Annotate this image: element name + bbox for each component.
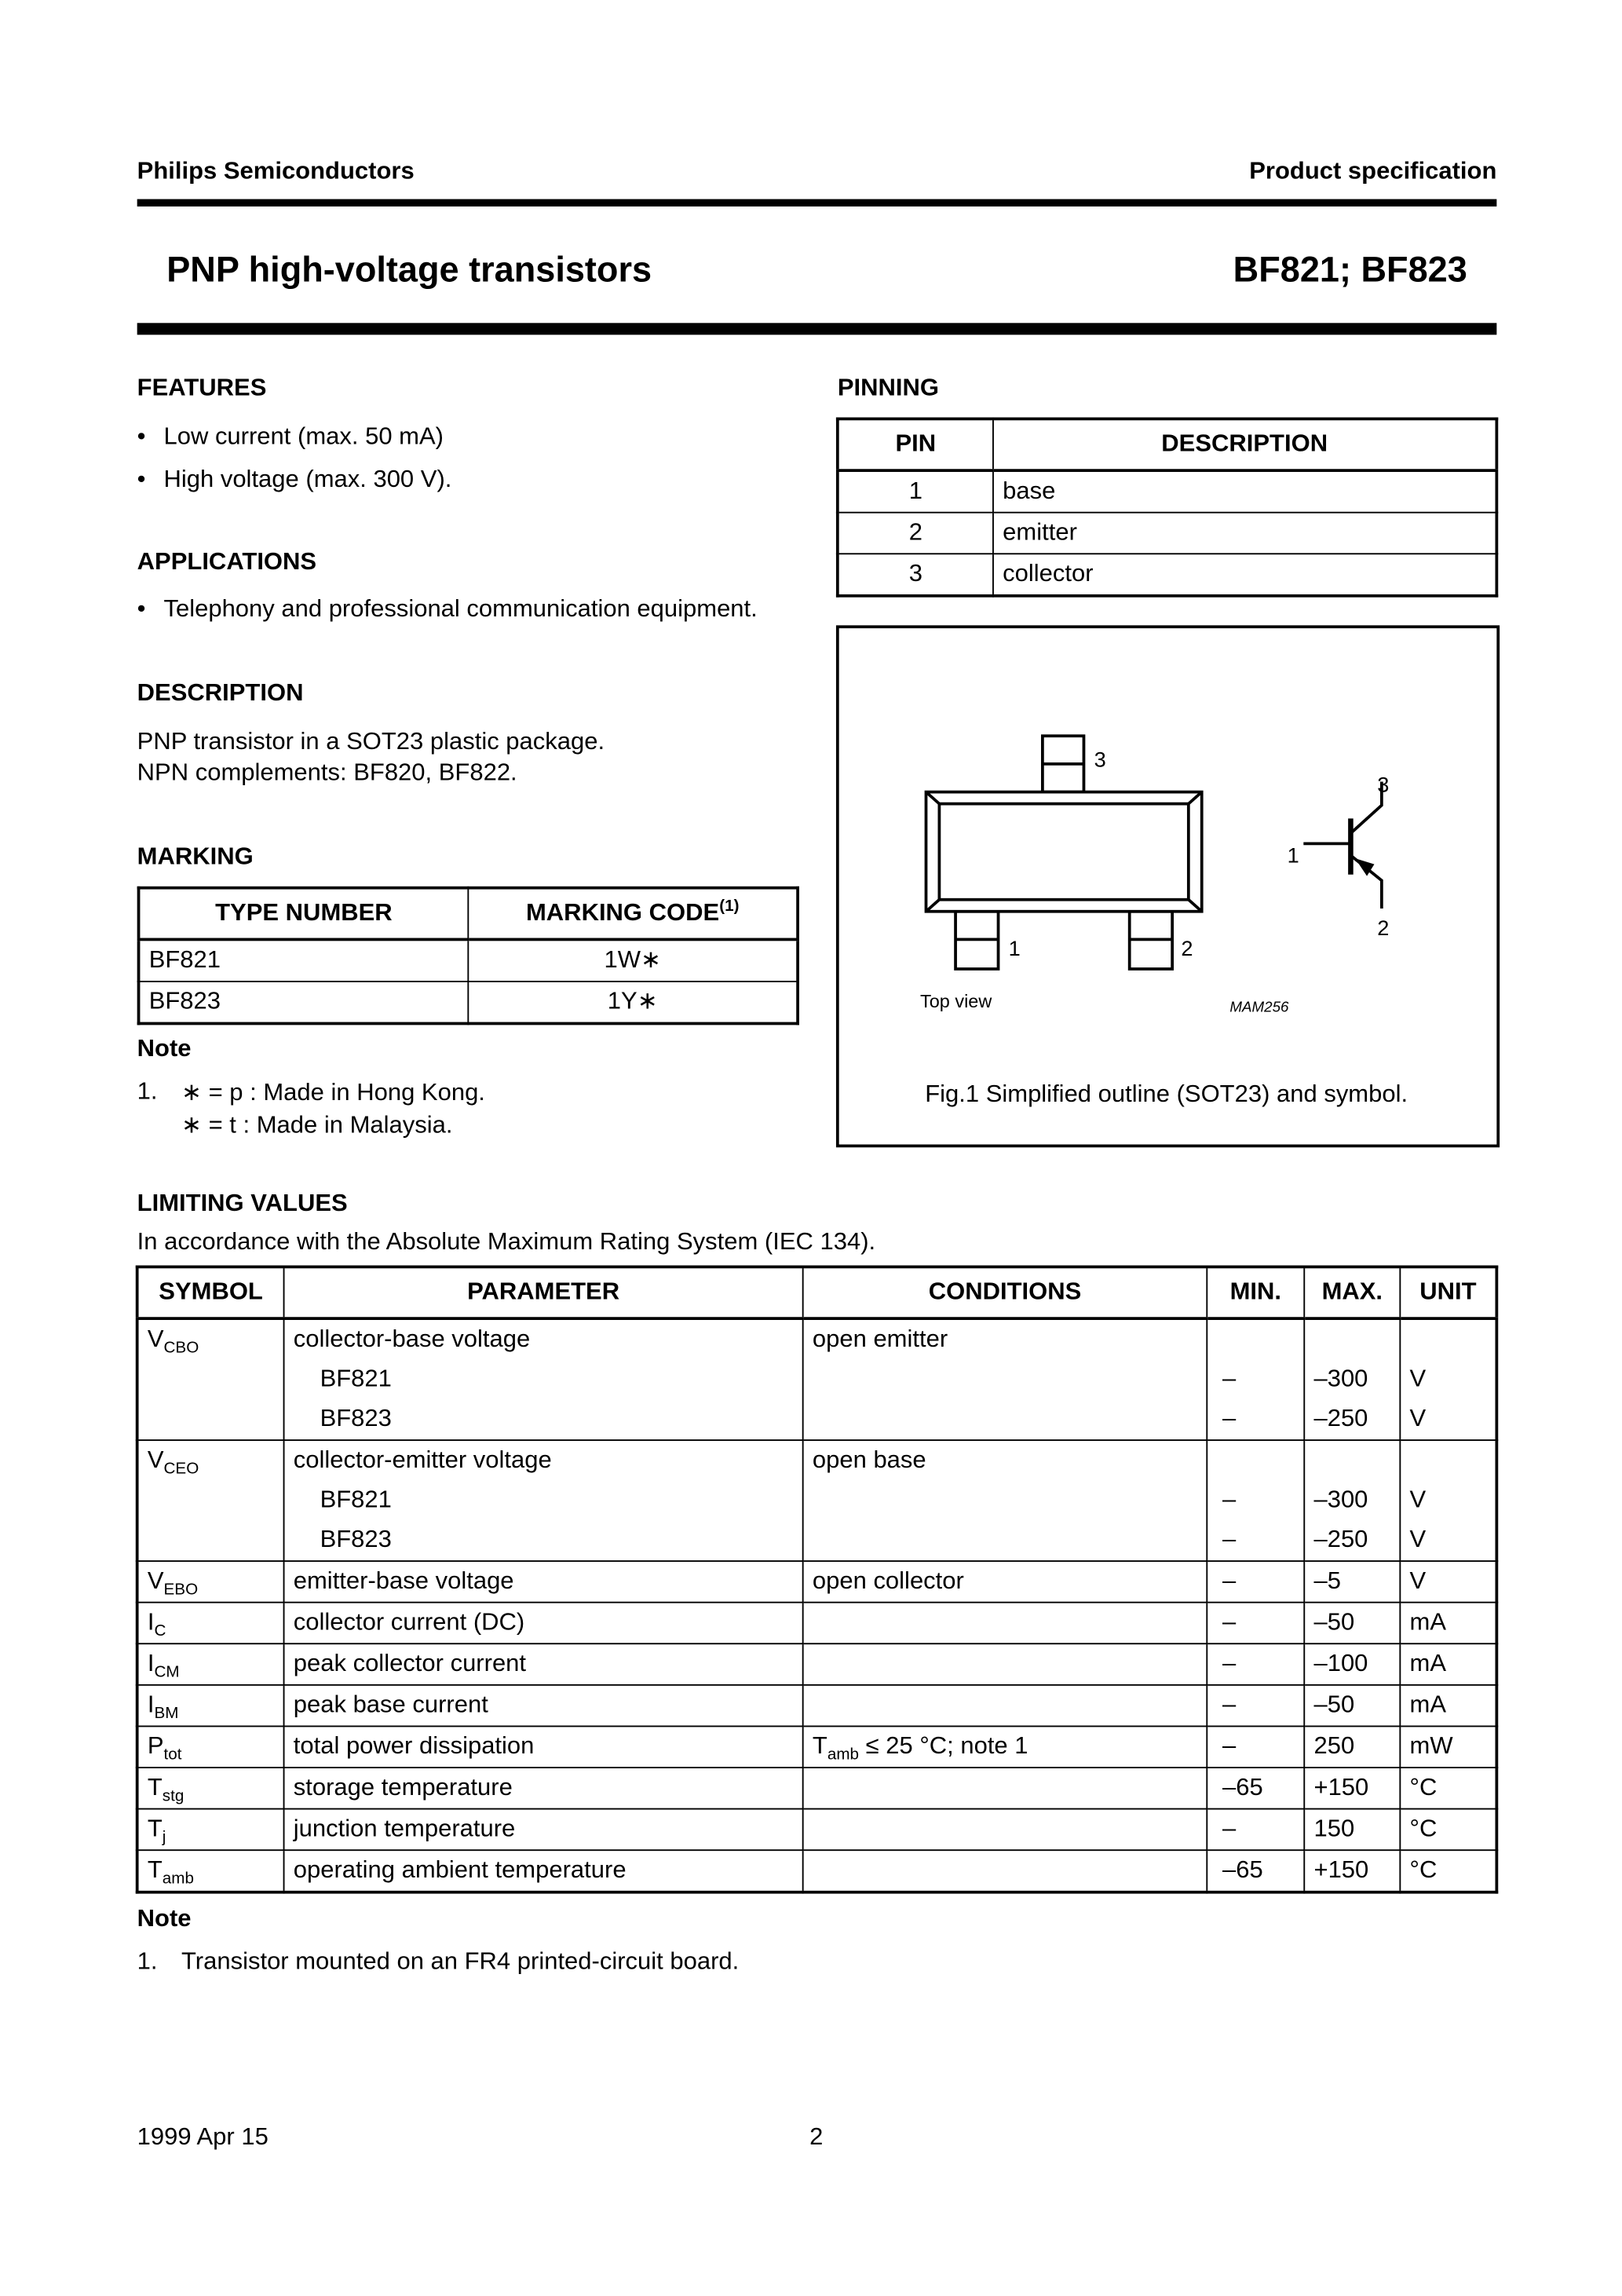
min-cell: –65 (1207, 1850, 1304, 1892)
table-row (137, 1685, 1497, 1727)
note-text: Transistor mounted on an FR4 printed-circuit board. (181, 1948, 740, 1975)
feature-item: • Low current (max. 50 mA) (163, 423, 444, 452)
parameter-cell: emitter-base voltage (284, 1561, 803, 1603)
note-line: ∗ = t : Made in Malaysia. (181, 1112, 453, 1139)
unit-cell: V V (1400, 1440, 1496, 1561)
pin-cell: 2 (838, 513, 993, 554)
unit-cell: °C (1400, 1768, 1496, 1809)
marking-note-heading: Note (137, 1035, 192, 1062)
limiting-note-heading: Note (137, 1905, 192, 1932)
description-line: NPN complements: BF820, BF822. (137, 759, 517, 787)
symbol-cell: $T_{amb}$ (137, 1850, 284, 1892)
parameter-cell: junction temperature (284, 1809, 803, 1851)
description-line: PNP transistor in a SOT23 plastic package. (137, 728, 605, 755)
col-header: DESCRIPTION (993, 419, 1496, 470)
feature-item: • High voltage (max. 300 V). (163, 466, 451, 495)
conditions-cell (803, 1809, 1207, 1851)
symbol-cell: $T_j$ (137, 1809, 284, 1851)
applications-heading: APPLICATIONS (137, 548, 317, 576)
note-number: 1. (137, 1077, 158, 1105)
min-cell: – – (1207, 1318, 1304, 1440)
sym-label-2: 2 (1377, 915, 1390, 940)
pin-cell: 3 (838, 554, 993, 596)
max-cell: –5 (1304, 1561, 1400, 1603)
unit-cell: °C (1400, 1850, 1496, 1892)
symbol-cell: $V_{CEO}$ (137, 1440, 284, 1561)
sym-label-3: 3 (1377, 772, 1390, 797)
symbol-cell: $I_C$ (137, 1603, 284, 1644)
col-header: MIN. (1207, 1267, 1304, 1318)
max-cell: –300 –250 (1304, 1440, 1400, 1561)
conditions-cell: open collector (803, 1561, 1207, 1603)
table-row (137, 1768, 1497, 1809)
conditions-cell: open emitter (803, 1318, 1207, 1440)
code-cell: 1W∗ (468, 939, 798, 982)
unit-cell: mA (1400, 1685, 1496, 1727)
max-cell: –50 (1304, 1685, 1400, 1727)
symbol-cell: $T_{stg}$ (137, 1768, 284, 1809)
parameter-cell: collector-base voltage BF821 BF823 (284, 1318, 803, 1440)
table-row (137, 1318, 1497, 1440)
max-cell: –300 –250 (1304, 1318, 1400, 1440)
page-number: 2 (809, 2123, 824, 2151)
min-cell: – (1207, 1561, 1304, 1603)
parameter-cell: storage temperature (284, 1768, 803, 1809)
min-cell: – (1207, 1685, 1304, 1727)
type-cell: BF821 (139, 939, 469, 982)
doc-type: Product specification (1249, 157, 1497, 185)
unit-cell: mA (1400, 1603, 1496, 1644)
limiting-intro: In accordance with the Absolute Maximum Rating System (IEC 134). (137, 1228, 876, 1256)
min-cell: –65 (1207, 1768, 1304, 1809)
note-number: 1. (137, 1948, 158, 1975)
max-cell: +150 (1304, 1850, 1400, 1892)
symbol-cell: $I_{CM}$ (137, 1643, 284, 1685)
max-cell: 250 (1304, 1726, 1400, 1768)
col-header: UNIT (1400, 1267, 1496, 1318)
max-cell: +150 (1304, 1768, 1400, 1809)
max-cell: 150 (1304, 1809, 1400, 1851)
conditions-cell (803, 1685, 1207, 1727)
unit-cell: °C (1400, 1809, 1496, 1851)
max-cell: –50 (1304, 1603, 1400, 1644)
col-header: MAX. (1304, 1267, 1400, 1318)
footer-date: 1999 Apr 15 (137, 2123, 269, 2151)
pkg-label-2: 2 (1181, 936, 1193, 961)
col-header: PIN (838, 419, 993, 470)
unit-cell: V (1400, 1561, 1496, 1603)
min-cell: – (1207, 1643, 1304, 1685)
parameter-cell: total power dissipation (284, 1726, 803, 1768)
company-name: Philips Semiconductors (137, 157, 415, 185)
application-item: • Telephony and professional communication equipment. (163, 596, 757, 624)
part-numbers: BF821; BF823 (1233, 250, 1467, 291)
description-heading: DESCRIPTION (137, 679, 304, 707)
figure-caption: Fig.1 Simplified outline (SOT23) and symbol. (925, 1080, 1408, 1108)
desc-cell: emitter (993, 513, 1496, 554)
code-cell: 1Y∗ (468, 982, 798, 1024)
page-title: PNP high-voltage transistors (166, 250, 652, 291)
min-cell: – (1207, 1726, 1304, 1768)
conditions-cell (803, 1603, 1207, 1644)
col-header: MARKING CODE$^{(1)}$ (468, 888, 798, 940)
unit-cell: V V (1400, 1318, 1496, 1440)
symbol-cell: $V_{CBO}$ (137, 1318, 284, 1440)
note-line: ∗ = p : Made in Hong Kong. (181, 1079, 485, 1106)
min-cell: – (1207, 1603, 1304, 1644)
min-cell: – (1207, 1809, 1304, 1851)
unit-cell: mW (1400, 1726, 1496, 1768)
sym-label-1: 1 (1287, 843, 1299, 868)
pin-cell: 1 (838, 470, 993, 513)
table-row (137, 1850, 1497, 1892)
col-header: CONDITIONS (803, 1267, 1207, 1318)
symbol-cell: $V_{EBO}$ (137, 1561, 284, 1603)
parameter-cell: peak base current (284, 1685, 803, 1727)
parameter-cell: operating ambient temperature (284, 1850, 803, 1892)
desc-cell: base (993, 470, 1496, 513)
table-row (137, 1603, 1497, 1644)
unit-cell: mA (1400, 1643, 1496, 1685)
min-cell: – – (1207, 1440, 1304, 1561)
marking-heading: MARKING (137, 843, 254, 871)
table-row (137, 1643, 1497, 1685)
desc-cell: collector (993, 554, 1496, 596)
conditions-cell: $T_{amb} \le 25$ °C; note 1 (803, 1726, 1207, 1768)
table-row (137, 1561, 1497, 1603)
col-header: PARAMETER (284, 1267, 803, 1318)
features-heading: FEATURES (137, 375, 267, 401)
symbol-cell: $I_{BM}$ (137, 1685, 284, 1727)
top-view-label: Top view (919, 990, 992, 1011)
limiting-values-table (136, 1265, 1498, 1893)
parameter-cell: collector current (DC) (284, 1603, 803, 1644)
max-cell: –100 (1304, 1643, 1400, 1685)
figure-code: MAM256 (1229, 998, 1289, 1015)
pkg-label-1: 1 (1008, 936, 1021, 961)
package-outline (926, 792, 1202, 912)
col-header: TYPE NUMBER (139, 888, 469, 940)
type-cell: BF823 (139, 982, 469, 1024)
pinning-heading: PINNING (837, 375, 939, 401)
conditions-cell (803, 1768, 1207, 1809)
table-row (137, 1726, 1497, 1768)
conditions-cell (803, 1850, 1207, 1892)
symbol-cell: $P_{tot}$ (137, 1726, 284, 1768)
conditions-cell (803, 1643, 1207, 1685)
limiting-heading: LIMITING VALUES (137, 1190, 348, 1217)
col-header: SYMBOL (137, 1267, 284, 1318)
conditions-cell: open base (803, 1440, 1207, 1561)
pkg-label-3: 3 (1094, 747, 1106, 772)
parameter-cell: peak collector current (284, 1643, 803, 1685)
table-row (137, 1809, 1497, 1851)
table-row (137, 1440, 1497, 1561)
parameter-cell: collector-emitter voltage BF821 BF823 (284, 1440, 803, 1561)
